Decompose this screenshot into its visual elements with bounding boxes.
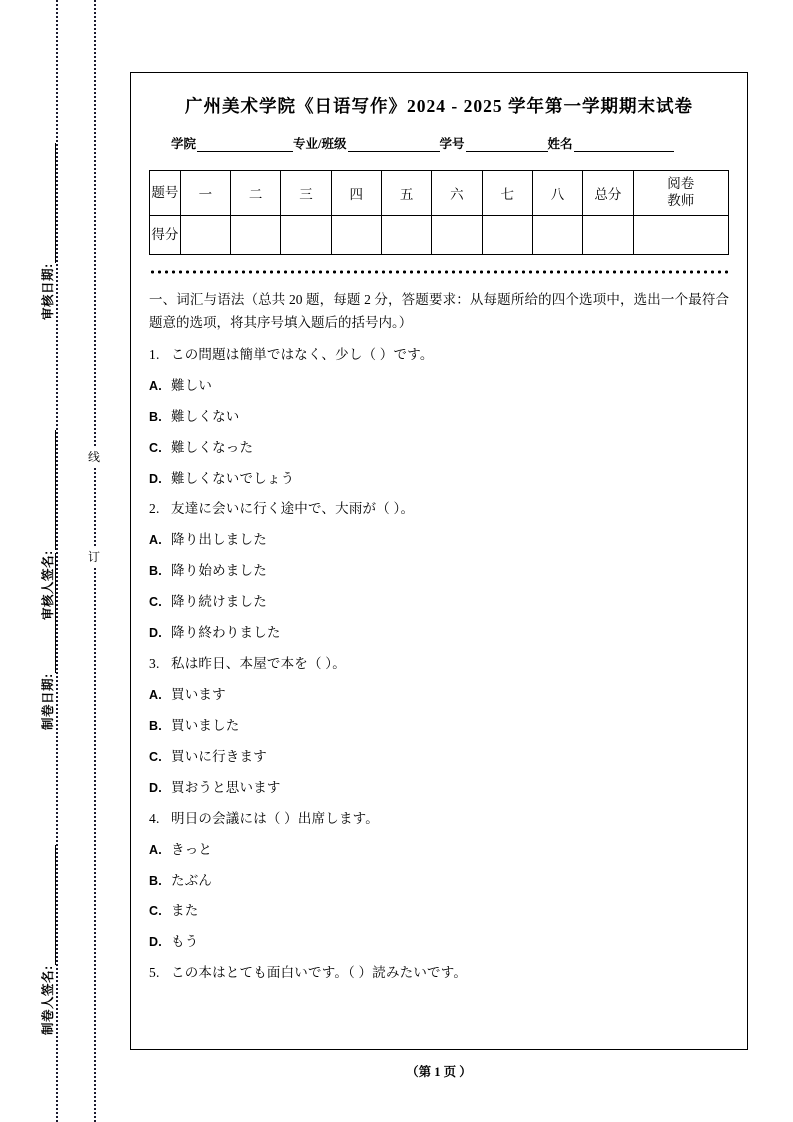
info-label-major-class: 专业/班级 [293,137,347,151]
stub-char-2: 得分 [151,227,179,243]
teacher-label-line-2: 教师 [667,193,695,208]
question-option[interactable] [149,840,729,861]
score-col-header-6: 六 [432,171,482,216]
question-text: 友達に会いに行く途中で、大雨が（ ）。 [171,501,415,517]
option-key: D. [149,626,162,641]
option-key: C. [149,440,162,455]
review-date-blank[interactable] [43,143,56,263]
score-col-header-1: 一 [180,171,230,216]
option-text: 難しくなった [171,439,254,455]
question-stem [149,345,729,366]
info-label-college: 学院 [171,137,197,151]
dotted-separator [149,269,729,275]
score-table-container [149,170,729,255]
option-text: 難しい [171,377,213,393]
score-col-header-8: 八 [532,171,582,216]
exam-page-frame [130,72,748,1050]
page-footer: （第 1 页 ） [406,1065,472,1079]
review-date-label [38,20,56,320]
score-cell-teacher[interactable] [633,216,729,255]
score-cell-total[interactable] [583,216,633,255]
option-key: A. [149,842,162,857]
question-text: この本はとても面白いです。（ ）読みたいです。 [171,965,468,981]
question-text: 私は昨日、本屋で本を（ ）。 [171,656,346,672]
score-col-header-2: 二 [231,171,281,216]
score-cell-6[interactable] [432,216,482,255]
paper-maker-signature-blank[interactable] [43,845,56,965]
option-text: 買いました [171,717,240,733]
info-label-name: 姓名 [547,137,573,151]
teacher-label-line-1: 阅卷 [667,176,695,192]
question-text: 明日の会議には（ ）出席します。 [171,810,379,826]
question-option[interactable] [149,901,729,922]
question-option[interactable] [149,747,729,768]
score-col-header-total: 总分 [583,171,633,216]
score-table [149,170,729,255]
paper-date-blank[interactable] [43,553,56,673]
section-heading: 一、词汇与语法（总共 20 题，每题 2 分，答题要求：从每题所给的四个选项中，选出一个最符合题意的选项，将其序号填入题后的括号内。） [149,292,729,330]
score-cell-8[interactable] [532,216,582,255]
option-text: 買いに行きます [171,748,267,764]
option-key: C. [149,749,162,764]
question-option[interactable] [149,561,729,582]
question-option[interactable] [149,407,729,428]
info-field-major-class[interactable] [293,134,439,152]
option-key: B. [149,564,162,579]
question-number: 2. [149,501,160,517]
option-text: 降り出しました [171,532,267,548]
score-col-header-5: 五 [381,171,431,216]
stub-char-1: 题号 [151,185,179,201]
question-number: 1. [149,346,160,362]
score-col-header-7: 七 [482,171,532,216]
score-cell-5[interactable] [381,216,431,255]
info-field-student-id[interactable] [440,134,548,152]
option-key: A. [149,378,162,393]
question-option[interactable] [149,530,729,551]
option-key: D. [149,935,162,950]
option-key: B. [149,409,162,424]
question-option[interactable] [149,592,729,613]
info-label-student-id: 学号 [439,137,465,151]
option-text: また [171,903,199,919]
question-stem [149,963,729,984]
score-col-header-3: 三 [281,171,331,216]
option-key: B. [149,873,162,888]
score-col-header-teacher [633,171,729,216]
option-key: D. [149,471,162,486]
option-text: きっと [171,841,213,857]
score-cell-7[interactable] [482,216,532,255]
exam-body [149,289,729,984]
score-table-stub-question-no [150,171,181,216]
option-key: C. [149,595,162,610]
info-blank-major-class[interactable] [348,138,440,152]
question-option[interactable] [149,438,729,459]
option-text: 降り終わりました [171,625,281,641]
option-text: 買います [171,687,226,703]
question-text: この問題は簡単ではなく、少し（ ）です。 [171,346,434,362]
paper-date-label [38,430,56,730]
reviewer-signature-text: 审核人签名: [41,550,55,620]
score-cell-3[interactable] [281,216,331,255]
page-title: 广州美术学院《日语写作》2024 - 2025 学年第一学期期末试卷 [185,96,693,116]
score-col-header-4: 四 [331,171,381,216]
table-row-question-numbers [150,171,729,216]
option-key: B. [149,718,162,733]
review-date-text: 审核日期: [41,263,55,320]
question-number: 5. [149,965,160,981]
option-text: 降り続けました [171,594,267,610]
fold-marker-bind: 订 [84,548,104,566]
question-option[interactable] [149,871,729,892]
option-key: D. [149,780,162,795]
paper-maker-signature-text: 制卷人签名: [41,965,55,1035]
student-info-line [149,134,729,152]
question-option[interactable] [149,469,729,490]
info-field-name[interactable] [548,134,674,152]
score-cell-4[interactable] [331,216,381,255]
paper-date-text: 制卷日期: [41,673,55,730]
score-table-stub-score [150,216,181,255]
option-text: 難しくないでしょう [171,470,295,486]
option-key: C. [149,904,162,919]
question-option[interactable] [149,778,729,799]
question-number: 3. [149,656,160,672]
question-option[interactable] [149,716,729,737]
question-stem [149,654,729,675]
score-cell-1[interactable] [180,216,230,255]
option-text: 買おうと思います [171,779,281,795]
question-number: 4. [149,810,160,826]
info-blank-student-id[interactable] [466,138,548,152]
option-text: たぶん [171,872,213,888]
info-field-college[interactable] [171,134,293,152]
info-blank-college[interactable] [197,138,293,152]
option-key: A. [149,688,162,703]
score-cell-2[interactable] [231,216,281,255]
option-text: 降り始めました [171,563,267,579]
option-text: もう [171,934,199,950]
option-text: 難しくない [171,408,240,424]
table-row-scores [150,216,729,255]
question-option[interactable] [149,685,729,706]
question-stem [149,499,729,520]
fold-marker-line: 线 [84,448,104,466]
question-option[interactable] [149,623,729,644]
option-key: A. [149,533,162,548]
question-option[interactable] [149,376,729,397]
question-stem [149,809,729,830]
question-option[interactable] [149,932,729,953]
fold-line-outer [56,0,58,1122]
info-blank-name[interactable] [574,138,674,152]
paper-maker-signature-label [38,735,56,1035]
